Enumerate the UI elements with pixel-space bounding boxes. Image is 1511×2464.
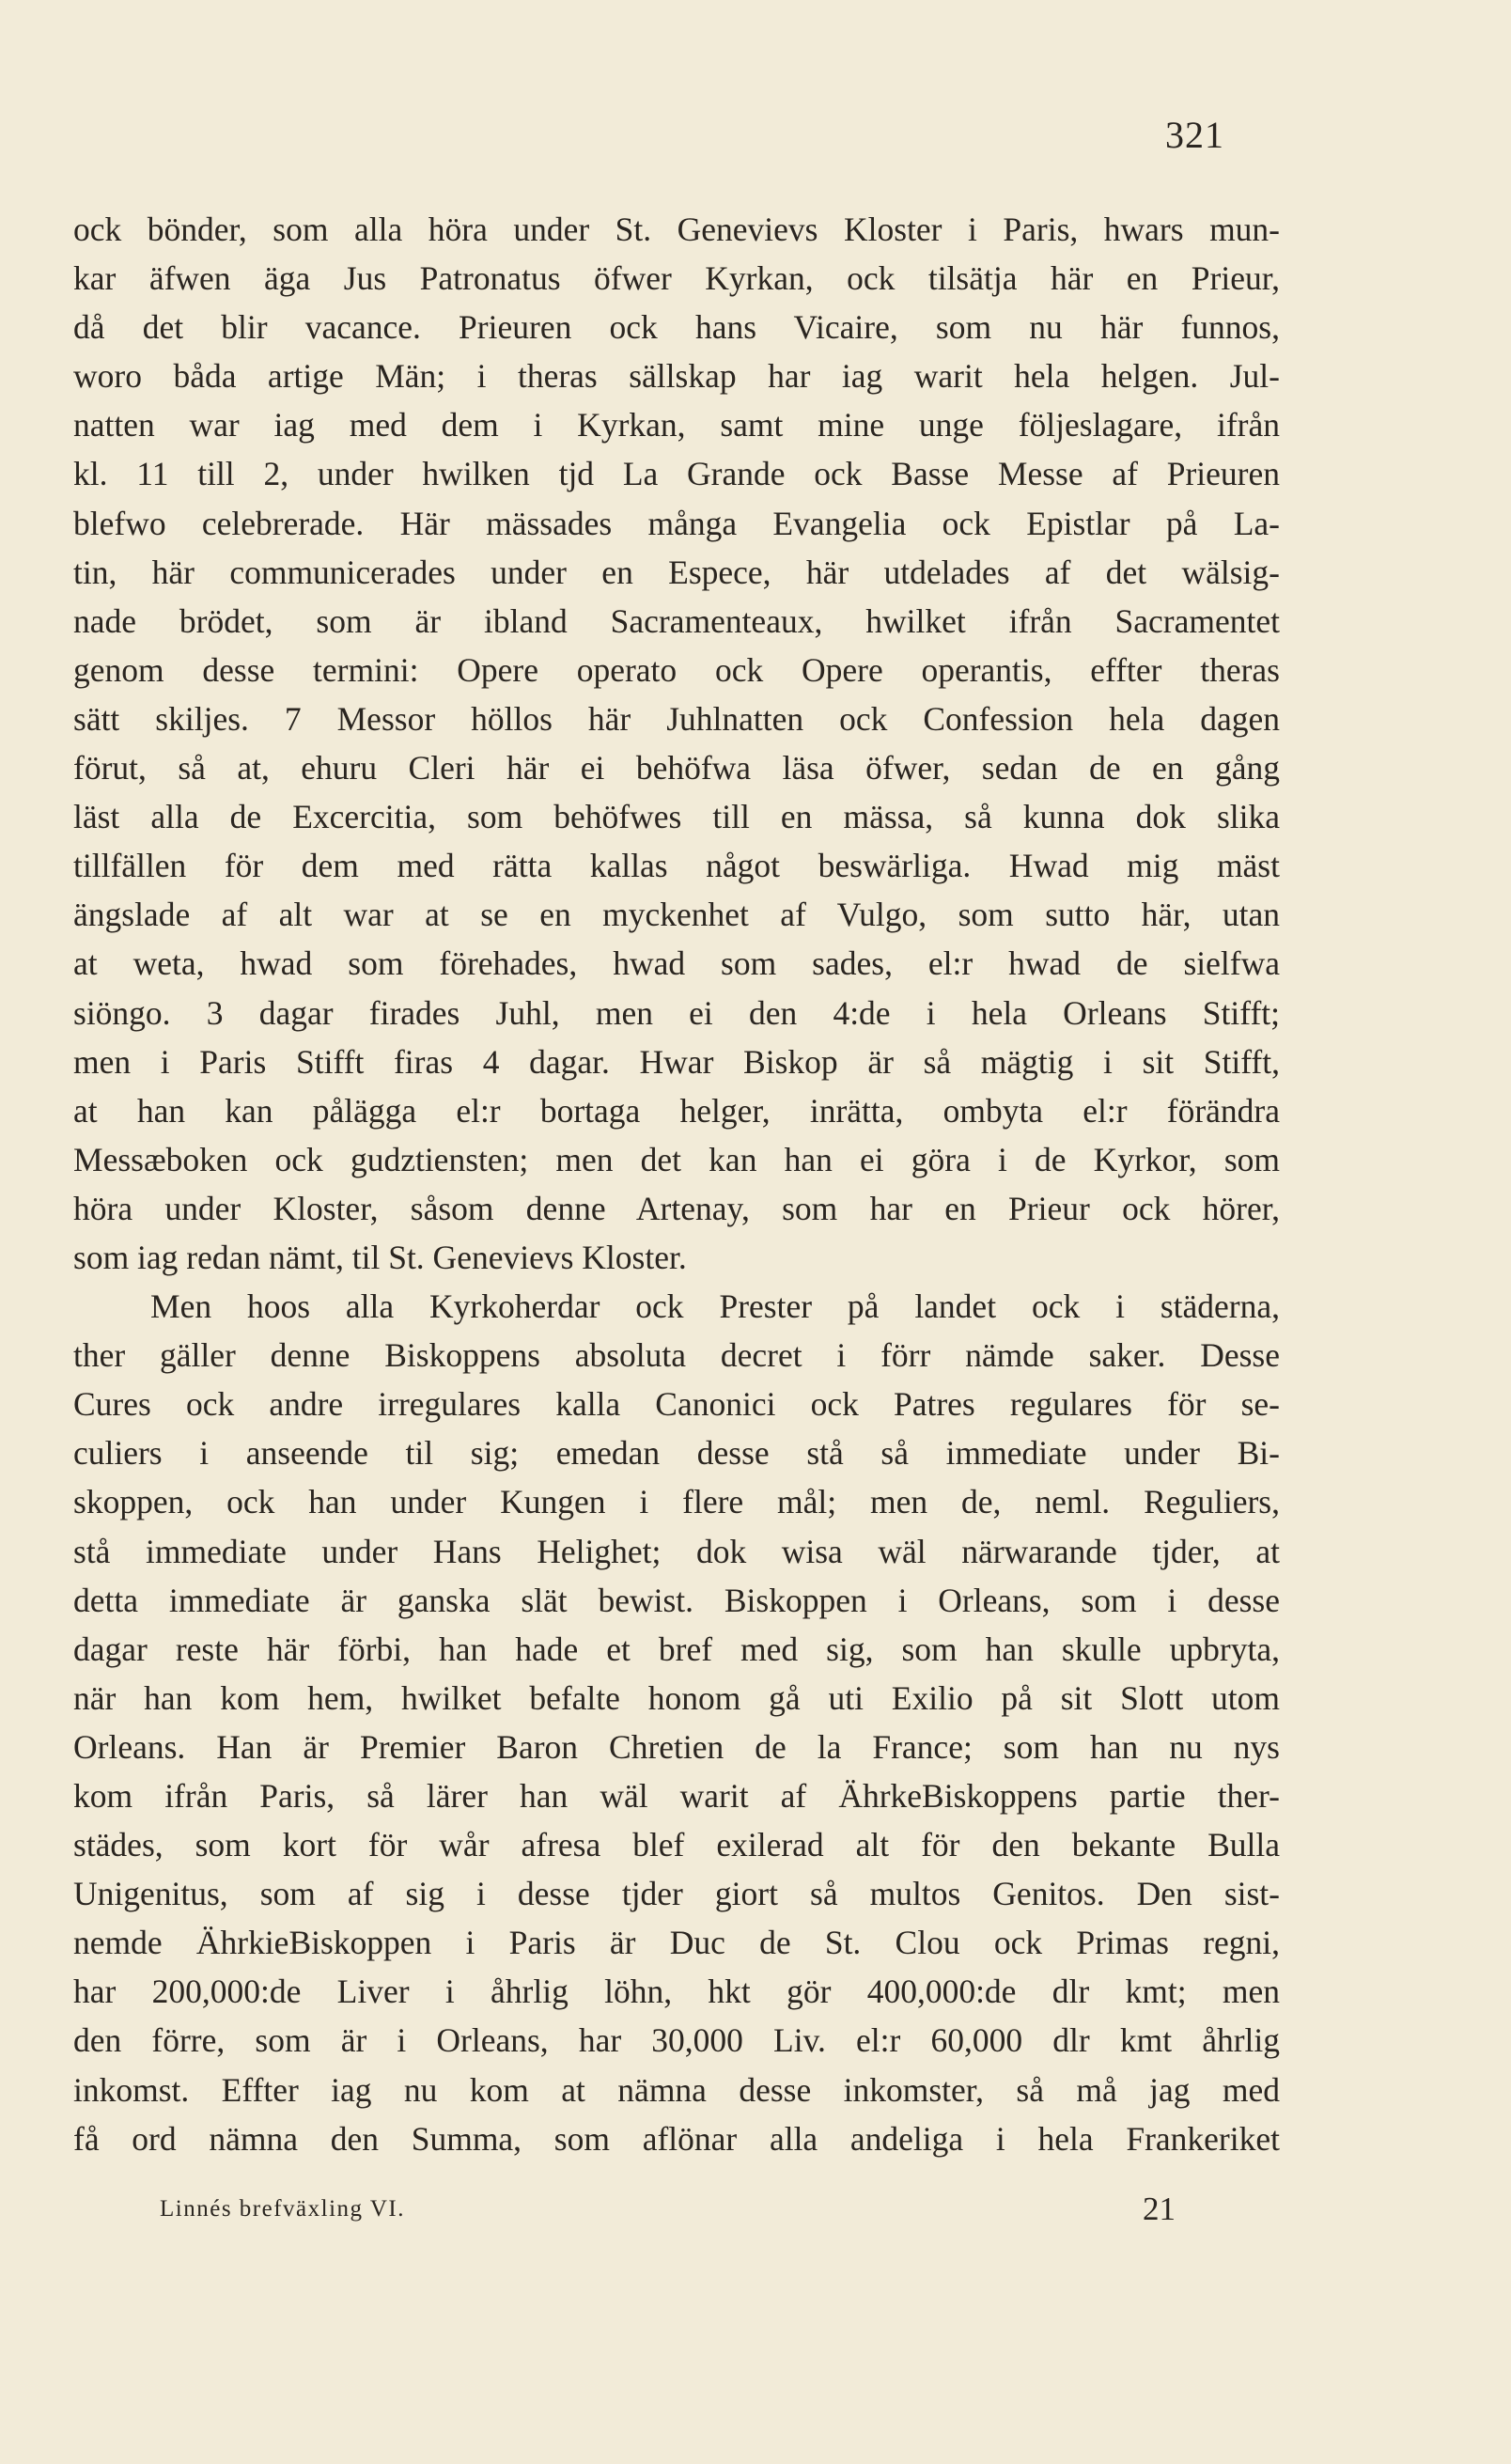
text-line: Cures ock andre irregulares kalla Canonici ock Patres regulares för se- — [73, 1385, 1280, 1424]
text-line: sätt skiljes. 7 Messor höllos här Juhlnatten ock Confession hela dagen — [73, 699, 1280, 738]
text-line: skoppen, ock han under Kungen i flere mål; men de, neml. Reguliers, — [73, 1483, 1280, 1521]
text-line: Unigenitus, som af sig i desse tjder giort så multos Genitos. Den sist- — [73, 1875, 1280, 1913]
text-line: men i Paris Stifft firas 4 dagar. Hwar Biskop är så mägtig i sit Stifft, — [73, 1042, 1280, 1081]
text-line: har 200,000:de Liver i åhrlig löhn, hkt gör 400,000:de dlr kmt; men — [73, 1973, 1280, 2011]
text-line: siöngo. 3 dagar firades Juhl, men ei den 4:de i hela Orleans Stifft; — [73, 993, 1280, 1032]
text-line: ock bönder, som alla höra under St. Genevievs Kloster i Paris, hwars mun- — [73, 211, 1280, 248]
text-line: som iag redan nämt, til St. Genevievs Kloster. — [73, 1238, 687, 1276]
text-line: inkomst. Effter iag nu kom at nämna desse inkomster, så må jag med — [73, 2070, 1280, 2109]
text-line: stå immediate under Hans Helighet; dok wisa wäl närwarande tjder, at — [73, 1532, 1280, 1570]
text-line: genom desse termini: Opere operato ock Opere operantis, effter theras — [73, 650, 1280, 689]
text-line: när han kom hem, hwilket befalte honom gå uti Exilio på sit Slott utom — [73, 1678, 1280, 1717]
page-footer — [73, 2186, 1280, 2233]
text-line: at han kan pålägga el:r bortaga helger, inrätta, ombyta el:r förändra — [73, 1091, 1280, 1130]
text-line: nade brödet, som är ibland Sacramenteaux, hwilket ifrån Sacramentet — [73, 601, 1280, 640]
text-line: woro båda artige Män; i theras sällskap har iag warit hela helgen. Jul- — [73, 357, 1280, 396]
text-line: blefwo celebrerade. Här mässades många Evangelia ock Epistlar på La- — [73, 504, 1280, 542]
body-text — [73, 205, 1280, 2163]
text-line: läst alla de Excercitia, som behöfwes till en mässa, så kunna dok slika — [73, 798, 1280, 836]
text-line: den förre, som är i Orleans, har 30,000 Liv. el:r 60,000 dlr kmt åhrlig — [73, 2021, 1280, 2060]
text-line: dagar reste här förbi, han hade et bref med sig, som han skulle upbryta, — [73, 1630, 1280, 1668]
text-line: kom ifrån Paris, så lärer han wäl warit af ÄhrkeBiskoppens partie ther- — [73, 1777, 1280, 1815]
text-line: nemde ÄhrkieBiskoppen i Paris är Duc de St. Clou ock Primas regni, — [73, 1924, 1280, 1962]
text-line: tin, här communicerades under en Espece, här utdelades af det wälsig- — [73, 553, 1280, 591]
text-line: ängslade af alt war at se en myckenhet af Vulgo, som sutto här, utan — [73, 896, 1280, 934]
text-line: då det blir vacance. Prieuren ock hans Vicaire, som nu här funnos, — [73, 308, 1280, 347]
footer-signature: Linnés brefväxling VI. — [160, 2196, 405, 2222]
text-line: förut, så at, ehuru Cleri här ei behöfwa läsa öfwer, sedan de en gång — [73, 749, 1280, 788]
text-line: ther gäller denne Biskoppens absoluta decret i förr nämde saker. Desse — [73, 1336, 1280, 1375]
text-line: få ord nämna den Summa, som aflönar alla andeliga i hela Frankeriket — [73, 2119, 1280, 2158]
text-line: Orleans. Han är Premier Baron Chretien de la France; som han nu nys — [73, 1727, 1280, 1766]
text-line: natten war iag med dem i Kyrkan, samt mine unge följeslagare, ifrån — [73, 406, 1280, 444]
text-line: höra under Kloster, såsom denne Artenay, som har en Prieur ock hörer, — [73, 1189, 1280, 1227]
text-line: städes, som kort för wår afresa blef exilerad alt för den bekante Bulla — [73, 1826, 1280, 1864]
text-line: culiers i anseende til sig; emedan desse stå så immediate under Bi- — [73, 1434, 1280, 1473]
text-line: kar äfwen äga Jus Patronatus öfwer Kyrkan, ock tilsätja här en Prieur, — [73, 259, 1280, 298]
text-line: Messæboken ock gudztiensten; men det kan han ei göra i de Kyrkor, som — [73, 1140, 1280, 1178]
text-line: tillfällen för dem med rätta kallas något beswärliga. Hwad mig mäst — [73, 847, 1280, 885]
text-line: at weta, hwad som förehades, hwad som sades, el:r hwad de sielfwa — [73, 944, 1280, 983]
text-line: kl. 11 till 2, under hwilken tjd La Grande ock Basse Messe af Prieuren — [73, 455, 1280, 493]
sheet-number: 21 — [1143, 2191, 1176, 2227]
page-number: 321 — [1165, 114, 1224, 156]
text-line: Men hoos alla Kyrkoherdar ock Prester på landet ock i städerna, — [150, 1287, 1280, 1326]
text-line: detta immediate är ganska slät bewist. Biskoppen i Orleans, som i desse — [73, 1581, 1280, 1619]
